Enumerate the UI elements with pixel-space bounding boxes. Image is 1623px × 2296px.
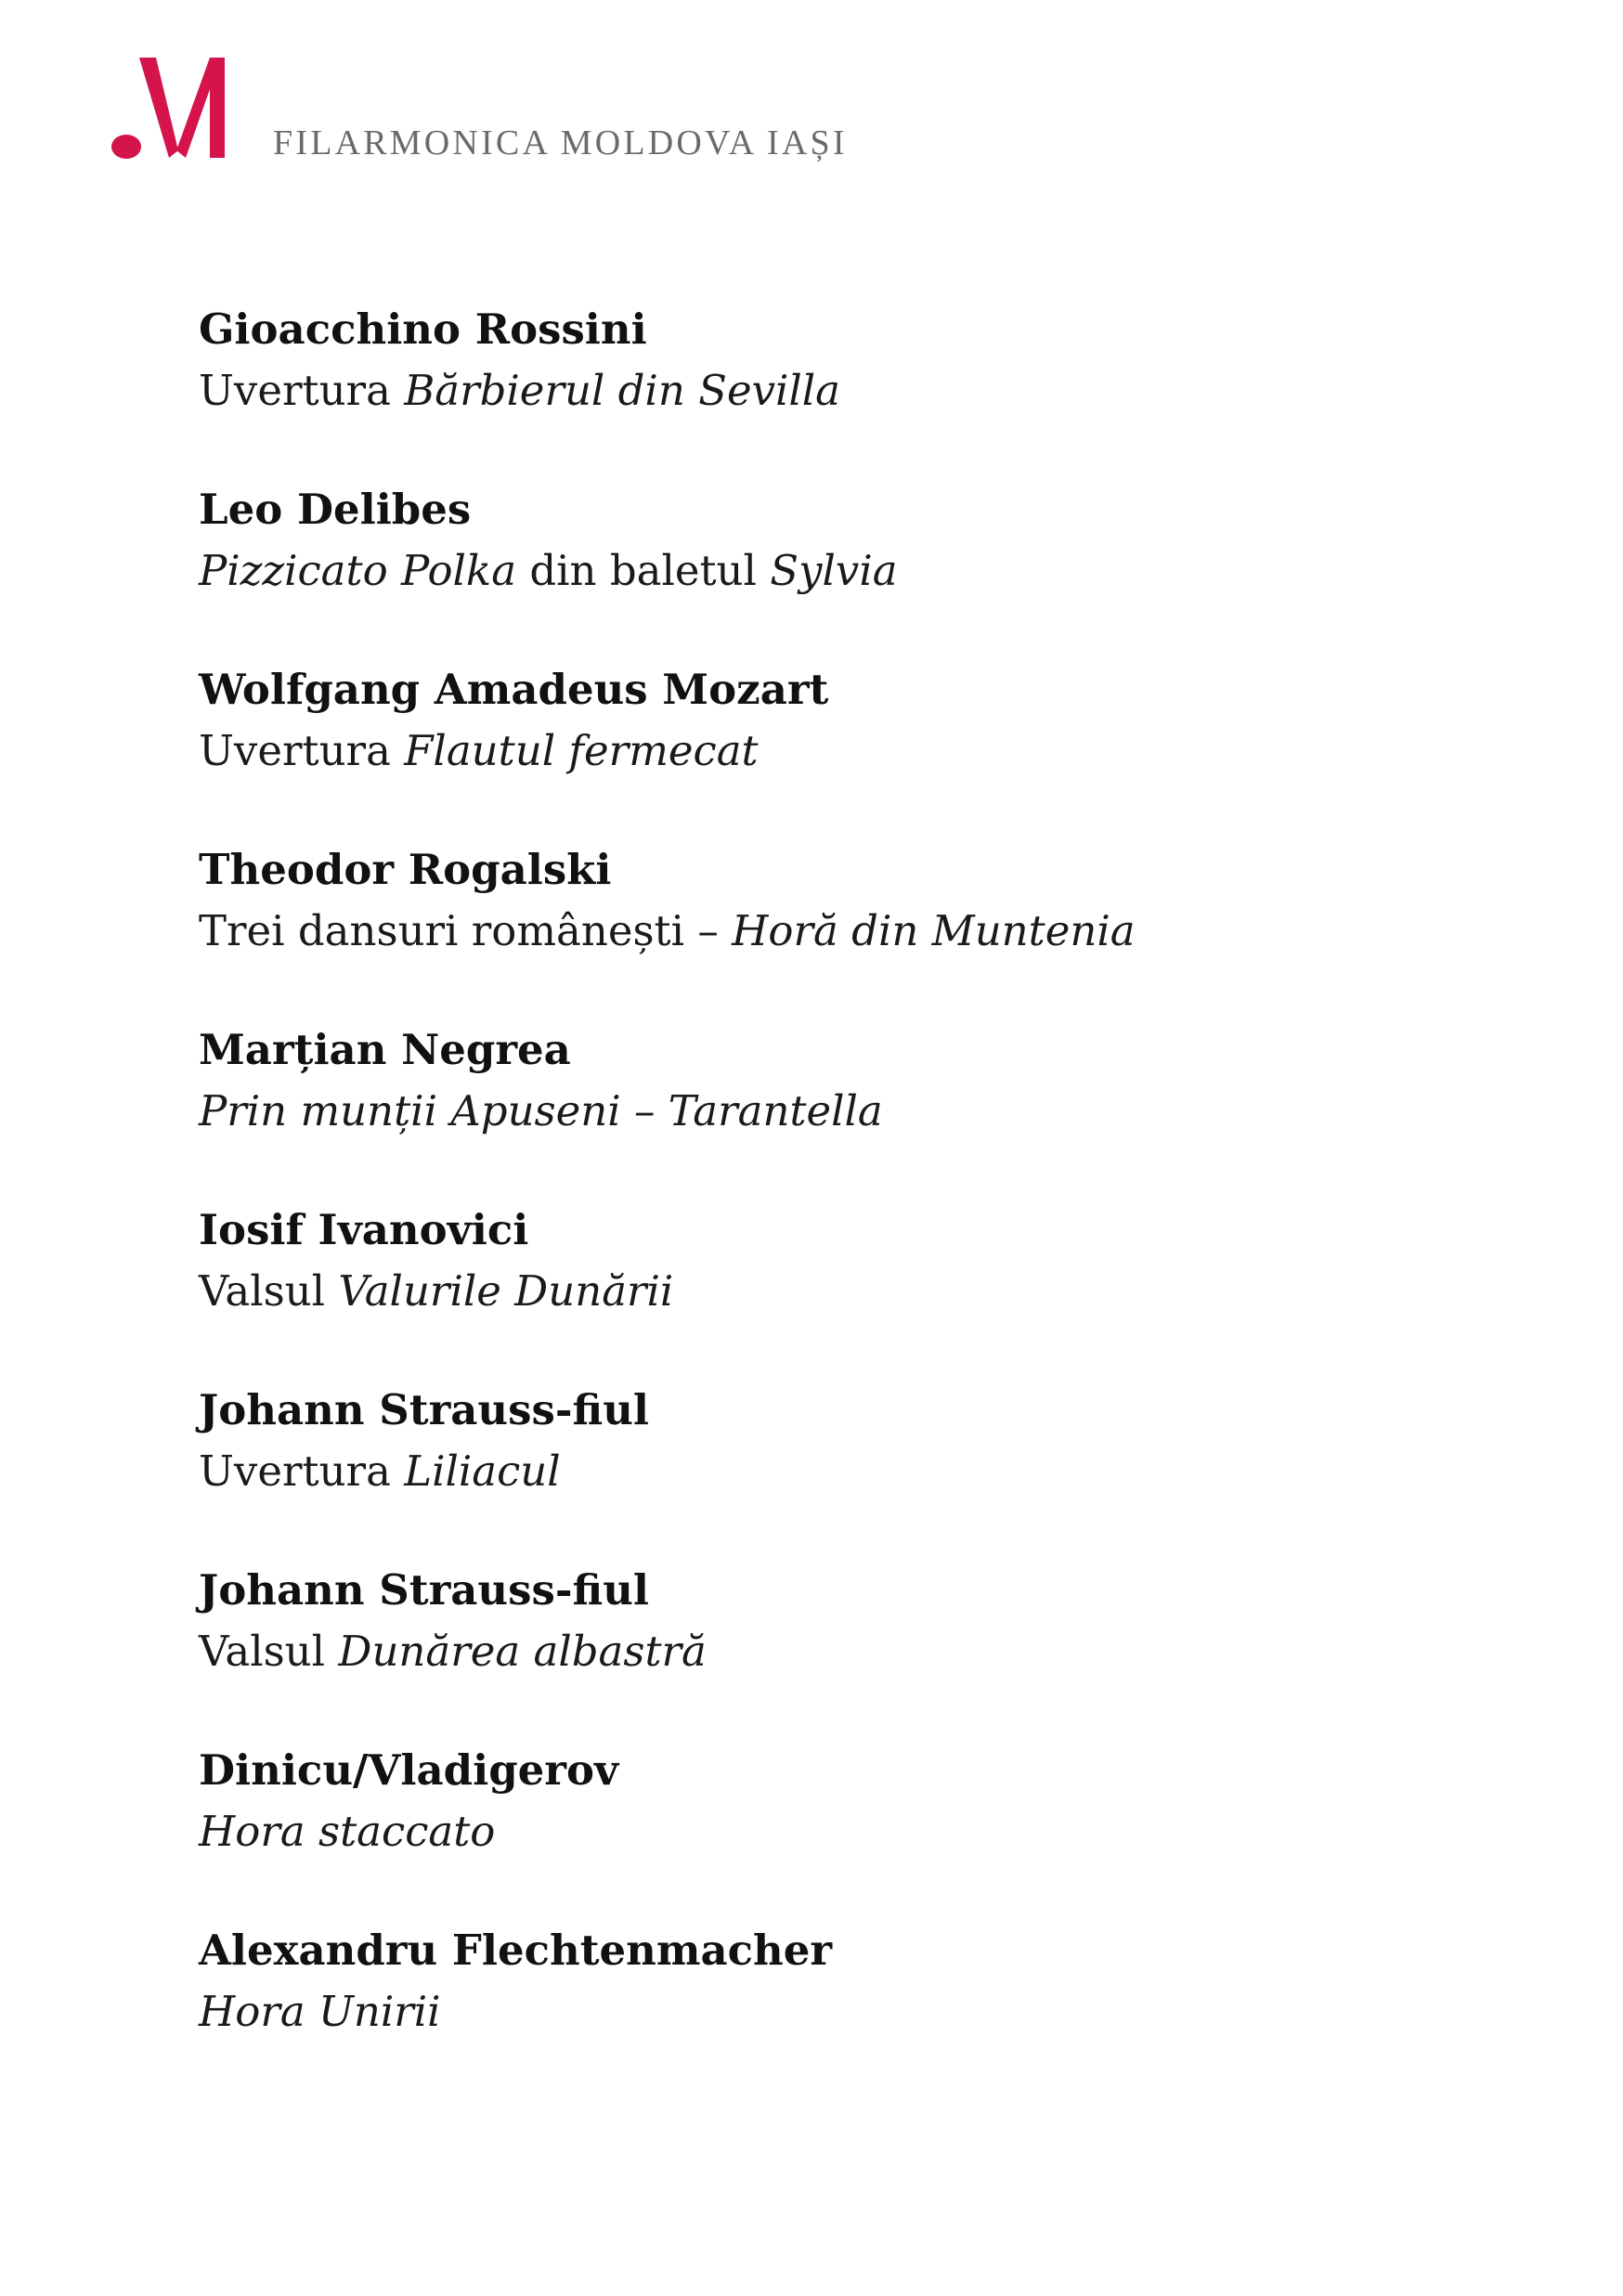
work-title-part: Trei dansuri românești –	[199, 906, 733, 955]
work-title-italic-part: Sylvia	[770, 546, 898, 595]
page-header	[110, 58, 945, 162]
work-title-italic-part: Hora Unirii	[199, 1987, 441, 2036]
work-title-part: Uvertura	[199, 366, 405, 415]
program-item	[199, 479, 1499, 659]
work-title-italic-part: Dunărea albastră	[338, 1627, 707, 1676]
composer-name: Leo Delibes	[199, 485, 472, 534]
work-title-italic-part: Flautul fermecat	[404, 726, 759, 775]
filarmonica-monogram-logo-icon	[110, 58, 235, 162]
work-title-italic-part: Pizzicato Polka	[199, 546, 517, 595]
composer-name: Marțian Negrea	[199, 1025, 571, 1074]
work-title-part: Uvertura	[199, 1446, 405, 1496]
work-title	[199, 1261, 1499, 1322]
composer-name: Alexandru Flechtenmacher	[199, 1926, 833, 1975]
program-item	[199, 1920, 1499, 2100]
work-title-part: Uvertura	[199, 726, 405, 775]
work-title-italic-part: Hora staccato	[199, 1807, 496, 1856]
program-item	[199, 659, 1499, 839]
work-title-italic-part: Horă din Muntenia	[732, 906, 1136, 955]
work-title-italic-part: Valurile Dunării	[338, 1266, 674, 1316]
program-item	[199, 1740, 1499, 1920]
program-item	[199, 1560, 1499, 1740]
composer-name: Johann Strauss-fiul	[199, 1385, 650, 1434]
work-title	[199, 720, 1499, 782]
work-title-italic-part: Bărbierul din Sevilla	[404, 366, 841, 415]
program-item	[199, 1200, 1499, 1380]
program-item	[199, 1380, 1499, 1560]
work-title-part: Valsul	[199, 1627, 339, 1676]
organization-name: FILARMONICA MOLDOVA IAȘI	[273, 123, 848, 162]
program-item	[199, 839, 1499, 1019]
work-title-italic-part: Liliacul	[404, 1446, 561, 1496]
work-title	[199, 360, 1499, 422]
concert-program	[199, 299, 1499, 2100]
work-title	[199, 1981, 1499, 2043]
composer-name: Wolfgang Amadeus Mozart	[199, 665, 829, 714]
composer-name: Theodor Rogalski	[199, 845, 612, 894]
work-title-italic-part: Prin munții Apuseni – Tarantella	[199, 1086, 883, 1135]
work-title-part: din baletul	[516, 546, 771, 595]
work-title-part: Valsul	[199, 1266, 339, 1316]
composer-name: Dinicu/Vladigerov	[199, 1745, 619, 1795]
program-item	[199, 299, 1499, 479]
work-title	[199, 901, 1499, 962]
work-title	[199, 1621, 1499, 1682]
work-title	[199, 540, 1499, 602]
work-title	[199, 1801, 1499, 1862]
program-item	[199, 1019, 1499, 1200]
composer-name: Johann Strauss-fiul	[199, 1565, 650, 1615]
work-title	[199, 1441, 1499, 1502]
composer-name: Gioacchino Rossini	[199, 305, 647, 354]
composer-name: Iosif Ivanovici	[199, 1205, 529, 1254]
work-title	[199, 1081, 1499, 1142]
